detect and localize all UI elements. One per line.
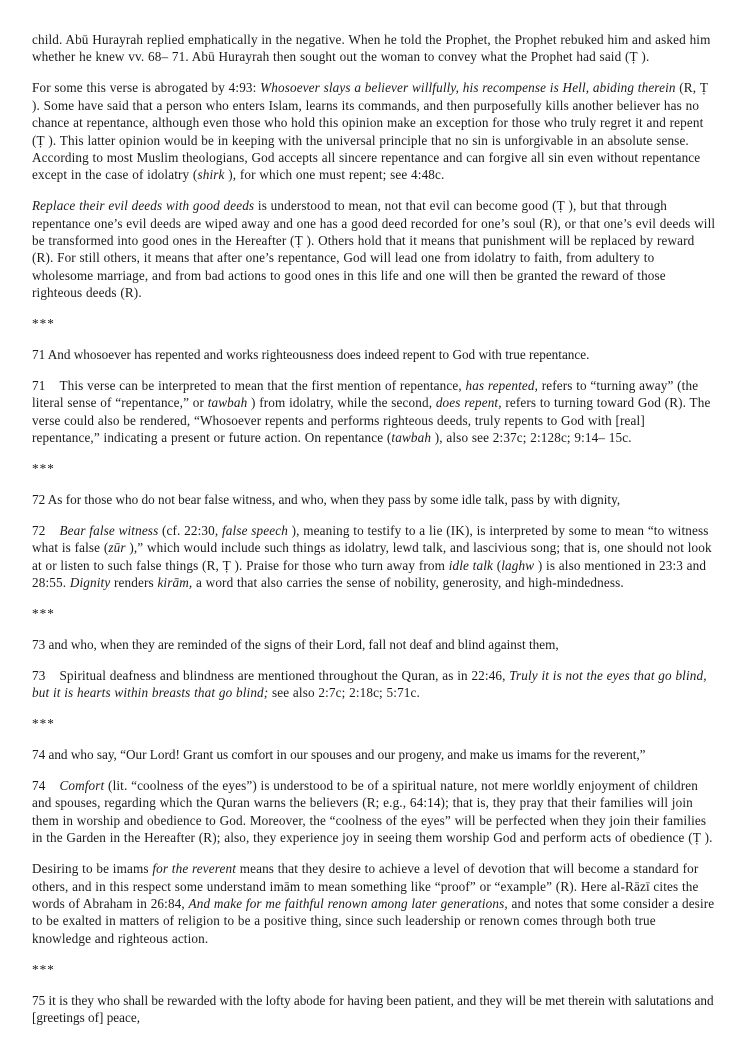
section-separator [32,315,716,332]
italic-comfort: Comfort [59,778,105,793]
italic-dignity: Dignity [69,575,111,591]
commentary-segment: refers to “turning away” (the literal sense of “repentance,” or [32,378,699,411]
paragraph-tail-text: ), for which one must repent; see 4:48c. [224,167,445,183]
italic-false-speech: false speech [222,522,288,538]
section-separator [32,460,716,477]
paragraph-replace-evil-deeds [32,197,716,301]
commentary-segment: ),” which would include such things as idolatry, lewd talk, and lascivious song; that is, one should not look at or listen to such false things (R, Ṭ ). Praise for those who turn away from [32,540,712,573]
commentary-segment: Desiring to be imams [32,861,153,877]
quran-quote-replace-evil-deeds: Replace their evil deeds with good deeds [32,198,255,214]
italic-has-repented: has repented, [465,378,539,393]
separator-asterisks: *** [32,461,55,477]
commentary-73 [32,667,716,702]
verse-72 [32,491,716,508]
arabic-term-shirk: shirk [197,167,225,183]
paragraph-text: child. Abū Hurayrah replied emphatically in the negative. When he told the Prophet, the Prophet rebuked him and asked him whether he knew vv. 68– 71. Abū Hurayrah then sought out the woman to convey what the Prophet had said (Ṭ ). [32,32,711,65]
commentary-segment: ) from idolatry, while the second, [247,395,436,411]
verse-number: 72 [32,492,46,508]
section-separator [32,605,716,622]
verse-number: 73 [32,636,46,652]
italic-bear-false-witness: Bear false witness [59,522,159,538]
commentary-segment: ( [493,557,502,573]
verse-74 [32,746,716,763]
commentary-segment: ), meaning to testify to a lie (IK), is interpreted by some to mean “to witness what is false ( [32,522,709,556]
verse-73 [32,636,716,653]
verse-number: 71 [32,347,46,363]
commentary-number: 72 [32,522,46,538]
verse-71 [32,346,716,363]
verse-text: and who, when they are reminded of the signs of their Lord, fall not deaf and blind against them, [48,636,559,652]
commentary-74 [32,777,716,847]
verse-number: 75 [32,992,46,1008]
verse-number: 74 [32,747,46,763]
commentary-segment: a word that also carries the sense of nobility, generosity, and high-mindedness. [192,575,624,591]
arabic-term-laghw: laghw [501,557,535,573]
italic-idle-talk: idle talk [448,557,493,573]
commentary-segment: This verse can be interpreted to mean that the first mention of repentance, [59,378,466,393]
quran-quote-26-84: And make for me faithful renown among later generations, [188,895,508,911]
paragraph-abrogation-commentary [32,79,716,183]
paragraph-body-text: is understood to mean, not that evil can become good (Ṭ ), but that through repentance one’s evil deeds are wiped away and one has a good deed recorded for one’s soul (R), or that one’s evil deeds will be transformed into good ones in the Hereafter (Ṭ ). Others hold that it means that punishment will be replaced by reward (R). For still others, it means that after one’s repentance, God will lead one from idolatry to faith, from adultery to wholesome marriage, and from bad actions to good ones in this life and one will then be granted the reward of those righteous deeds (R). [32,198,716,301]
commentary-number: 71 [32,378,46,393]
separator-asterisks: *** [32,716,55,732]
paragraph-body-text: (R, Ṭ ). Some have said that a person who enters Islam, learns its commands, and then purposefully kills another believer has no chance at repentance, although even those who hold this opinion make an exception for those who truly regret it and repent (Ṭ ). This latter opinion would be in keeping with the universal principle that no sin is unforgivable in an absolute sense. According to most Muslim theologians, God accepts all sincere repentance and can forgive all sin even without repentance except in the case of idolatry ( [32,80,709,183]
paragraph-commentary-continuation [32,31,716,66]
commentary-segment: renders [110,575,158,591]
commentary-segment: ) is also mentioned in 23:3 and 28:55. [32,557,707,591]
commentary-segment: Spiritual deafness and blindness are mentioned throughout the Quran, as in 22:46, [59,667,510,683]
section-separator [32,715,716,732]
commentary-segment: ), also see 2:37c; 2:128c; 9:14– 15c. [431,430,632,446]
commentary-segment: see also 2:7c; 2:18c; 5:71c. [268,685,420,701]
arabic-term-tawbah: tawbah [207,395,248,411]
commentary-segment: means that they desire to achieve a level of devotion that will become a standard for others, and in this respect some understand imām to mean something like “proof” or “example” (R). Here al-Rāzī cites the words of Abraham in 26:84, [32,861,699,911]
commentary-segment: (cf. 22:30, [158,522,222,538]
arabic-term-tawbah: tawbah [391,430,432,446]
commentary-72 [32,522,716,592]
arabic-term-zur: zūr [108,540,126,556]
quran-quote-22-46: Truly it is not the eyes that go blind, but it is hearts within breasts that go blind; [32,667,707,701]
separator-asterisks: *** [32,961,55,977]
verse-text: it is they who shall be rewarded with the lofty abode for having been patient, and they will be met therein with salutations and [greetings of] peace, [32,992,714,1025]
separator-asterisks: *** [32,606,55,622]
commentary-segment: refers to turning toward God (R). The verse could also be rendered, “Whosoever repents and performs righteous deeds, truly repents to God with [real] repentance,” indicating a present or future action. On repentance ( [32,395,711,446]
commentary-segment: and notes that some consider a desire to be exalted in matters of religion to be a positive thing, since such leadership or renown comes through both true knowledge and righteous action. [32,895,715,946]
verse-text: And whosoever has repented and works righteousness does indeed repent to God with true repentance. [47,347,590,363]
separator-asterisks: *** [32,316,55,332]
quran-quote-4-93: Whosoever slays a believer willfully, his recompense is Hell, abiding therein [260,80,676,96]
arabic-term-kiram: kirām, [157,575,193,591]
verse-text: and who say, “Our Lord! Grant us comfort in our spouses and our progeny, and make us imams for the reverent,” [48,747,646,763]
commentary-number: 74 [32,778,46,793]
verse-75 [32,992,716,1027]
paragraph-lead-text: For some this verse is abrogated by 4:93: [32,80,261,96]
section-separator [32,961,716,978]
commentary-71 [32,377,716,447]
italic-does-repent: does repent, [435,395,502,411]
commentary-number: 73 [32,667,46,683]
commentary-segment: (lit. “coolness of the eyes”) is understood to be of a spiritual nature, not mere worldly enjoyment of children and spouses, regarding which the Quran warns the believers (R; e.g., 64:14); that is, they pray that their families will join them in worship and obedience to God. Moreover, the “coolness of the eyes” will be perfected when they join their families in the Garden in the Hereafter (R); also, they experience joy in seeing them worship God and perform acts of obedience (Ṭ ). [32,778,713,846]
commentary-74-continued [32,860,716,947]
italic-for-the-reverent: for the reverent [152,861,237,877]
verse-text: As for those who do not bear false witness, and who, when they pass by some idle talk, pass by with dignity, [47,492,621,508]
